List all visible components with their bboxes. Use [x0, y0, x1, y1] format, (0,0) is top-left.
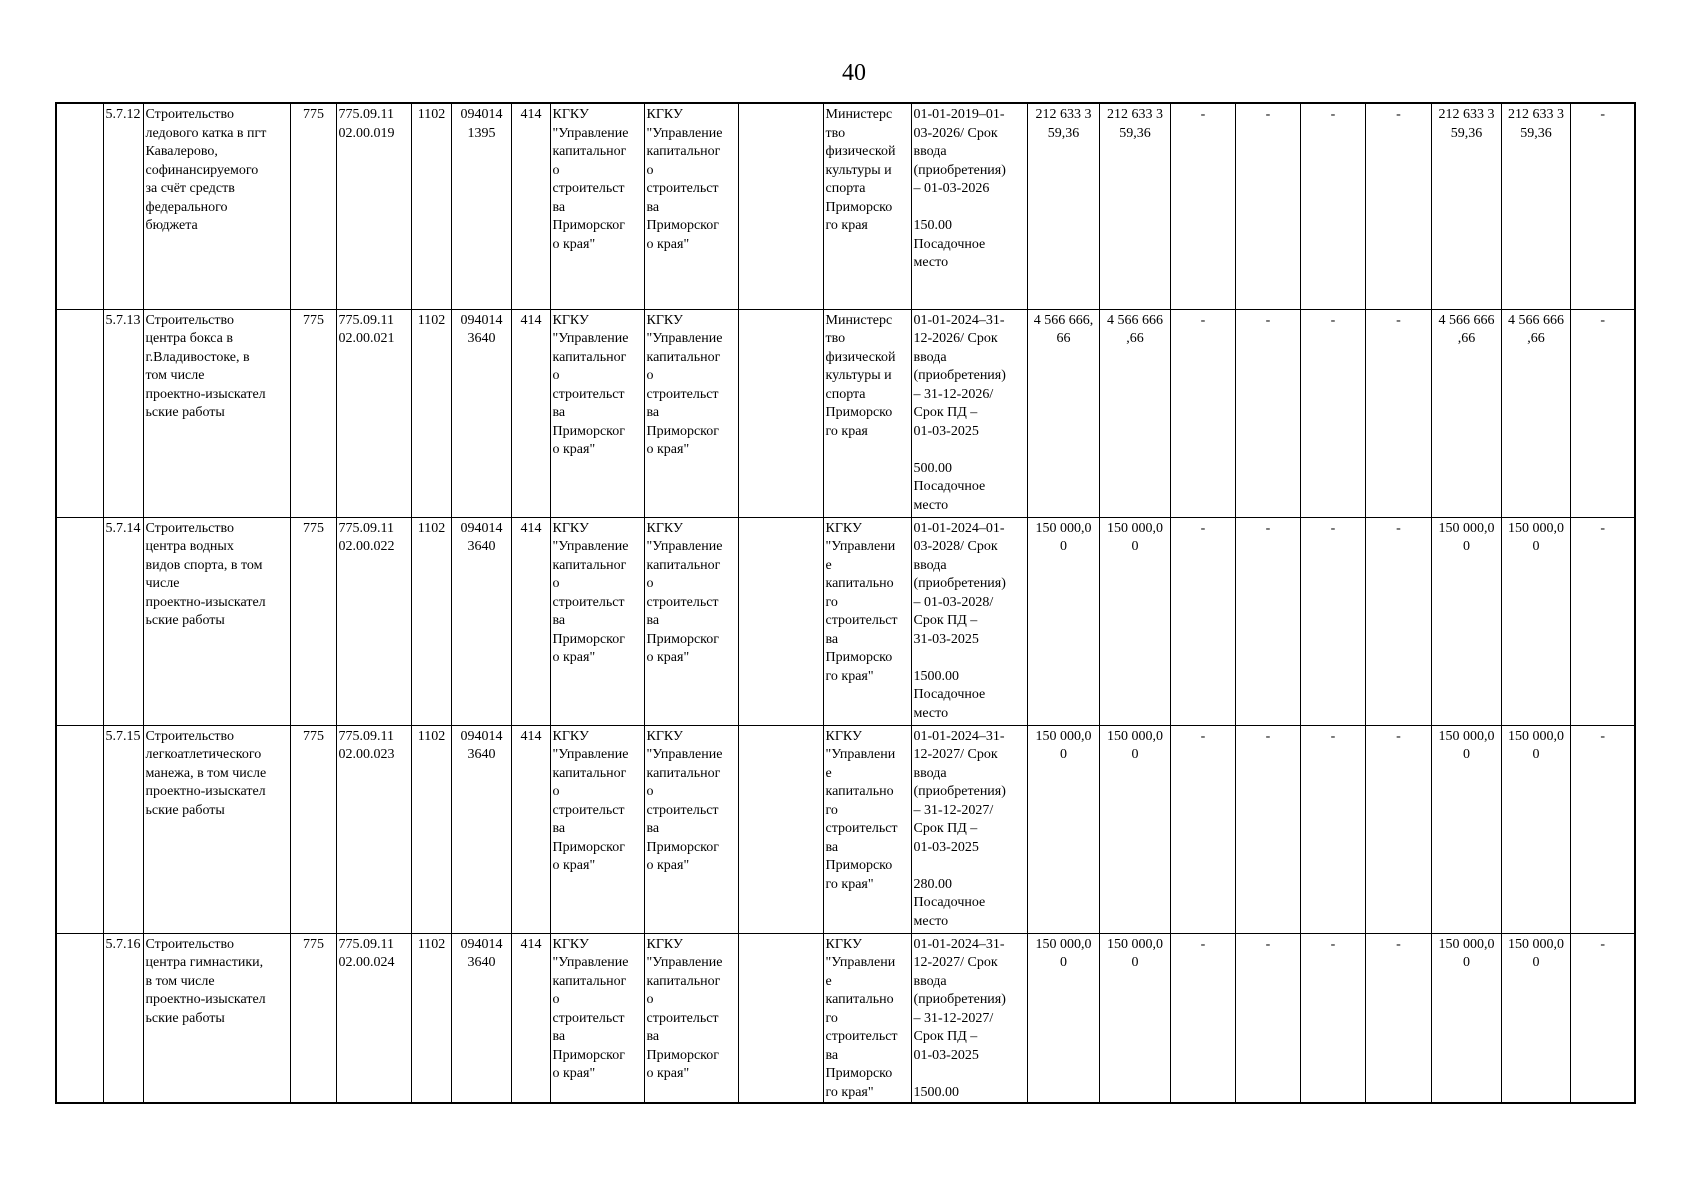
dash-value-text: -: [1265, 107, 1271, 122]
dash-value: [1570, 517, 1635, 725]
section-code-text: 1102: [417, 107, 446, 122]
object-code: [336, 725, 411, 933]
builder: [644, 725, 738, 933]
section-code: [411, 103, 451, 309]
dash-value: [1170, 309, 1235, 517]
total-cost-text: 150 000,0 0: [1035, 936, 1092, 970]
dash-value: [1300, 309, 1365, 517]
empty-cell: [738, 933, 823, 1103]
dash-value-text: -: [1600, 312, 1606, 328]
section-code: [411, 517, 451, 725]
object-name: [143, 517, 290, 725]
dash-value-text: -: [1200, 936, 1206, 952]
dash-value: [1365, 309, 1431, 517]
item-number: [103, 103, 143, 309]
construction-terms: [911, 517, 1027, 725]
total-cost-text: 150 000,0 0: [1035, 520, 1092, 554]
object-name-text: Строительство легкоатлетического манежа, в том числе проектно-изыскател ьские работы: [145, 728, 267, 818]
customer: [550, 933, 644, 1103]
target-article-code: [451, 725, 511, 933]
dash-value-text: -: [1600, 936, 1606, 952]
section-code-text: 1102: [417, 728, 446, 744]
total-cost-text: 4 566 666, 66: [1033, 312, 1094, 346]
budget-value-text: 4 566 666 ,66: [1107, 312, 1163, 346]
budget-value: [1431, 309, 1501, 517]
item-number: [103, 309, 143, 517]
object-name: [143, 103, 290, 309]
dash-value: [1365, 725, 1431, 933]
budget-value: [1501, 103, 1570, 309]
construction-terms: [911, 933, 1027, 1103]
grbs-code: [290, 309, 336, 517]
target-article-code-text: 094014 3640: [460, 520, 503, 554]
table-row: [56, 103, 1635, 309]
total-cost: [1027, 933, 1099, 1103]
section-code-text: 1102: [417, 520, 446, 536]
expense-type-code: [511, 103, 550, 309]
dash-value-text: -: [1265, 520, 1271, 536]
object-name-text: Строительство центра водных видов спорта, в том числе проектно-изыскател ьские работы: [145, 520, 266, 628]
object-code-text: 775.09.11 02.00.022: [338, 520, 395, 554]
budget-value: [1501, 933, 1570, 1103]
builder: [644, 517, 738, 725]
budget-value-text: 212 633 3 59,36: [1508, 107, 1564, 141]
dash-value: [1570, 725, 1635, 933]
dash-value-text: -: [1396, 728, 1401, 744]
expense-type-code-text: 414: [520, 936, 542, 952]
target-article-code: [451, 933, 511, 1103]
target-article-code: [451, 517, 511, 725]
budget-value-text: 150 000,0 0: [1508, 936, 1564, 970]
item-number-text: 5.7.12: [105, 107, 141, 122]
total-cost: [1027, 309, 1099, 517]
budget-value-text: 150 000,0 0: [1107, 520, 1163, 554]
blank-lead-cell: [56, 725, 103, 933]
dash-value-text: -: [1330, 520, 1336, 536]
responsible-body: [823, 517, 911, 725]
object-code-text: 775.09.11 02.00.024: [338, 936, 395, 970]
budget-value-text: 212 633 3 59,36: [1107, 107, 1163, 141]
blank-lead-cell: [56, 309, 103, 517]
customer-text: КГКУ "Управление капитальног о строительст ва Приморског о края": [552, 520, 629, 665]
blank-lead-cell: [56, 517, 103, 725]
page-number: 40: [842, 60, 866, 86]
dash-value: [1170, 725, 1235, 933]
customer: [550, 103, 644, 309]
dash-value: [1570, 309, 1635, 517]
dash-value-text: -: [1600, 728, 1606, 744]
customer: [550, 517, 644, 725]
object-code-text: 775.09.11 02.00.023: [338, 728, 395, 762]
section-code: [411, 309, 451, 517]
responsible-body-text: КГКУ "Управлени е капитально го строительст ва Приморско го края": [825, 728, 898, 892]
dash-value-text: -: [1200, 107, 1206, 122]
budget-value-text: 150 000,0 0: [1508, 520, 1564, 554]
budget-value-text: 150 000,0 0: [1508, 728, 1564, 762]
object-name: [143, 725, 290, 933]
grbs-code-text: 775: [303, 107, 324, 122]
section-code-text: 1102: [417, 936, 446, 952]
grbs-code: [290, 517, 336, 725]
dash-value-text: -: [1200, 728, 1206, 744]
dash-value-text: -: [1396, 936, 1401, 952]
dash-value: [1300, 725, 1365, 933]
target-article-code: [451, 309, 511, 517]
responsible-body: [823, 309, 911, 517]
grbs-code-text: 775: [303, 312, 324, 328]
object-code: [336, 517, 411, 725]
total-cost: [1027, 517, 1099, 725]
expense-type-code: [511, 933, 550, 1103]
customer-text: КГКУ "Управление капитальног о строительст ва Приморског о края": [552, 936, 629, 1081]
object-code: [336, 309, 411, 517]
dash-value: [1170, 103, 1235, 309]
target-article-code-text: 094014 3640: [460, 312, 503, 346]
responsible-body-text: КГКУ "Управлени е капитально го строительст ва Приморско го края": [825, 936, 898, 1100]
object-code-text: 775.09.11 02.00.019: [338, 107, 395, 141]
builder-text: КГКУ "Управление капитальног о строительст ва Приморског о края": [646, 520, 723, 665]
budget-value: [1431, 103, 1501, 309]
builder-text: КГКУ "Управление капитальног о строительст ва Приморског о края": [646, 936, 723, 1081]
customer-text: КГКУ "Управление капитальног о строительст ва Приморског о края": [552, 107, 629, 252]
dash-value-text: -: [1330, 312, 1336, 328]
total-cost-text: 212 633 3 59,36: [1035, 107, 1092, 141]
expense-type-code: [511, 309, 550, 517]
dash-value: [1365, 517, 1431, 725]
grbs-code-text: 775: [303, 728, 324, 744]
dash-value: [1170, 517, 1235, 725]
budget-value-text: 150 000,0 0: [1107, 936, 1163, 970]
budget-value: [1099, 309, 1170, 517]
object-name-text: Строительство ледового катка в пгт Кавалерово, софинансируемого за счёт средств федерального бюджета: [145, 107, 267, 233]
dash-value: [1570, 933, 1635, 1103]
budget-value-text: 150 000,0 0: [1438, 728, 1495, 762]
section-code: [411, 725, 451, 933]
budget-value: [1431, 517, 1501, 725]
table-row: [56, 725, 1635, 933]
budget-value-text: 150 000,0 0: [1438, 936, 1495, 970]
responsible-body-text: Министерс тво физической культуры и спорта Приморско го края: [825, 107, 896, 233]
item-number: [103, 517, 143, 725]
budget-value: [1099, 933, 1170, 1103]
dash-value: [1235, 725, 1300, 933]
item-number: [103, 725, 143, 933]
construction-terms: [911, 309, 1027, 517]
item-number: [103, 933, 143, 1103]
grbs-code-text: 775: [303, 520, 324, 536]
dash-value: [1300, 517, 1365, 725]
dash-value: [1235, 933, 1300, 1103]
dash-value: [1300, 103, 1365, 309]
expense-type-code-text: 414: [520, 312, 542, 328]
object-name: [143, 309, 290, 517]
dash-value-text: -: [1330, 107, 1336, 122]
item-number-text: 5.7.15: [105, 728, 141, 744]
item-number-text: 5.7.14: [105, 520, 141, 536]
responsible-body-text: КГКУ "Управлени е капитально го строительст ва Приморско го края": [825, 520, 898, 684]
table-row: [56, 309, 1635, 517]
total-cost: [1027, 725, 1099, 933]
responsible-body: [823, 933, 911, 1103]
builder: [644, 933, 738, 1103]
empty-cell: [738, 103, 823, 309]
object-name: [143, 933, 290, 1103]
budget-value: [1501, 517, 1570, 725]
budget-value: [1501, 725, 1570, 933]
object-name-text: Строительство центра гимнастики, в том числе проектно-изыскател ьские работы: [145, 936, 266, 1026]
dash-value-text: -: [1330, 728, 1336, 744]
blank-lead-cell: [56, 933, 103, 1103]
dash-value: [1365, 103, 1431, 309]
dash-value-text: -: [1265, 312, 1271, 328]
table-row: [56, 517, 1635, 725]
dash-value-text: -: [1200, 520, 1206, 536]
construction-terms-text: 01-01-2019–01- 03-2026/ Срок ввода (приобретения) – 01-03-2026 150.00 Посадочное место: [913, 107, 1006, 270]
expense-type-code: [511, 517, 550, 725]
customer: [550, 309, 644, 517]
construction-terms: [911, 103, 1027, 309]
total-cost: [1027, 103, 1099, 309]
construction-terms-text: 01-01-2024–31- 12-2027/ Срок ввода (приобретения) – 31-12-2027/ Срок ПД – 01-03-2025 1500.00: [913, 936, 1006, 1100]
dash-value: [1235, 309, 1300, 517]
empty-cell: [738, 517, 823, 725]
blank-lead-cell: [56, 103, 103, 309]
budget-value: [1099, 103, 1170, 309]
grbs-code: [290, 103, 336, 309]
table-row: [56, 933, 1635, 1103]
customer-text: КГКУ "Управление капитальног о строительст ва Приморског о края": [552, 728, 629, 873]
empty-cell: [738, 725, 823, 933]
budget-value-text: 212 633 3 59,36: [1438, 107, 1495, 141]
builder-text: КГКУ "Управление капитальног о строительст ва Приморског о края": [646, 107, 723, 252]
construction-terms-text: 01-01-2024–31- 12-2027/ Срок ввода (приобретения) – 31-12-2027/ Срок ПД – 01-03-2025 280.00 Посадочное место: [913, 728, 1006, 929]
dash-value: [1170, 933, 1235, 1103]
dash-value: [1365, 933, 1431, 1103]
target-article-code: [451, 103, 511, 309]
responsible-body-text: Министерс тво физической культуры и спорта Приморско го края: [825, 312, 896, 439]
responsible-body: [823, 725, 911, 933]
responsible-body: [823, 103, 911, 309]
budget-value: [1431, 725, 1501, 933]
budget-value: [1099, 517, 1170, 725]
grbs-code-text: 775: [303, 936, 324, 952]
target-article-code-text: 094014 1395: [460, 107, 503, 141]
dash-value: [1300, 933, 1365, 1103]
builder-text: КГКУ "Управление капитальног о строительст ва Приморског о края": [646, 312, 723, 457]
section-code-text: 1102: [417, 312, 446, 328]
construction-terms-text: 01-01-2024–31- 12-2026/ Срок ввода (приобретения) – 31-12-2026/ Срок ПД – 01-03-2025 500.00 Посадочное место: [913, 312, 1006, 513]
dash-value-text: -: [1396, 520, 1401, 536]
budget-value: [1431, 933, 1501, 1103]
object-code: [336, 103, 411, 309]
total-cost-text: 150 000,0 0: [1035, 728, 1092, 762]
target-article-code-text: 094014 3640: [460, 728, 503, 762]
construction-terms-text: 01-01-2024–01- 03-2028/ Срок ввода (приобретения) – 01-03-2028/ Срок ПД – 31-03-2025 1500.00 Посадочное место: [913, 520, 1006, 721]
dash-value-text: -: [1265, 936, 1271, 952]
builder-text: КГКУ "Управление капитальног о строительст ва Приморског о края": [646, 728, 723, 873]
expense-type-code-text: 414: [520, 728, 542, 744]
grbs-code: [290, 933, 336, 1103]
dash-value-text: -: [1396, 312, 1401, 328]
object-name-text: Строительство центра бокса в г.Владивостоке, в том числе проектно-изыскател ьские работы: [145, 312, 266, 420]
customer-text: КГКУ "Управление капитальног о строительст ва Приморског о края": [552, 312, 629, 457]
expense-type-code: [511, 725, 550, 933]
target-article-code-text: 094014 3640: [460, 936, 503, 970]
section-code: [411, 933, 451, 1103]
budget-value-text: 150 000,0 0: [1438, 520, 1495, 554]
construction-terms: [911, 725, 1027, 933]
dash-value-text: -: [1330, 936, 1336, 952]
budget-value: [1099, 725, 1170, 933]
item-number-text: 5.7.16: [105, 936, 141, 952]
grbs-code: [290, 725, 336, 933]
builder: [644, 309, 738, 517]
budget-value-text: 4 566 666 ,66: [1508, 312, 1564, 346]
object-code: [336, 933, 411, 1103]
customer: [550, 725, 644, 933]
budget-value-text: 150 000,0 0: [1107, 728, 1163, 762]
dash-value: [1235, 517, 1300, 725]
budget-table: [55, 102, 1636, 1104]
budget-value: [1501, 309, 1570, 517]
dash-value-text: -: [1600, 107, 1606, 122]
empty-cell: [738, 309, 823, 517]
builder: [644, 103, 738, 309]
expense-type-code-text: 414: [520, 520, 542, 536]
dash-value-text: -: [1600, 520, 1606, 536]
dash-value-text: -: [1200, 312, 1206, 328]
dash-value: [1235, 103, 1300, 309]
expense-type-code-text: 414: [520, 107, 542, 122]
dash-value-text: -: [1265, 728, 1271, 744]
item-number-text: 5.7.13: [105, 312, 141, 328]
dash-value-text: -: [1396, 107, 1401, 122]
dash-value: [1570, 103, 1635, 309]
object-code-text: 775.09.11 02.00.021: [338, 312, 395, 346]
budget-value-text: 4 566 666 ,66: [1438, 312, 1495, 346]
